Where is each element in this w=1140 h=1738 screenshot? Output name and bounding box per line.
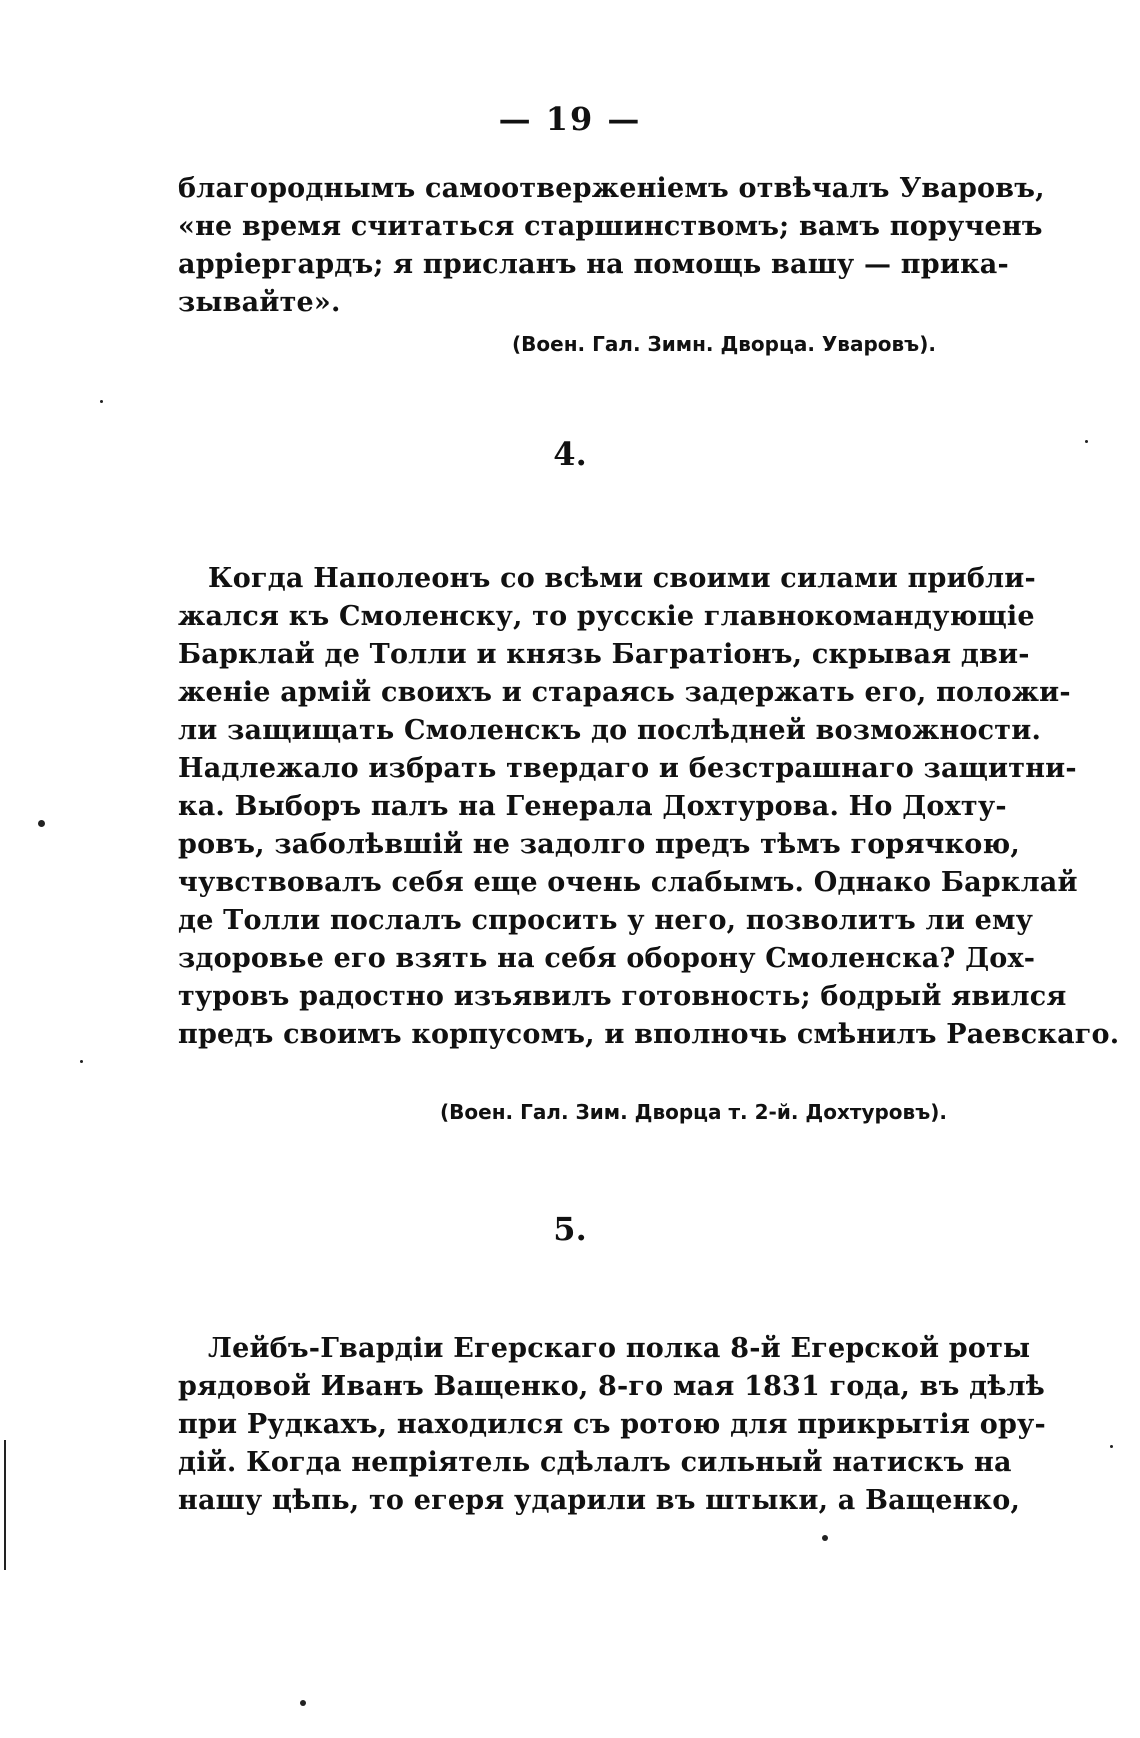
text-line: рядовой Иванъ Ващенко, 8-го мая 1831 года, въ дѣлѣ [178,1371,1045,1402]
text-line: жался къ Смоленску, то русскіе главнокомандующіе [178,601,1035,632]
text-line: ровъ, заболѣвшій не задолго предъ тѣмъ горячкою, [178,829,1020,860]
section-4-paragraph [178,560,1120,1054]
scan-speck [1085,440,1088,443]
text-line: Барклай де Толли и князь Багратіонъ, скрывая дви- [178,639,1030,670]
text-line: ли защищать Смоленскъ до послѣдней возможности. [178,715,1042,746]
section-number-5: 5. [553,1210,587,1248]
text-line: здоровье его взять на себя оборону Смоленска? Дох- [178,943,1036,974]
text-line: дій. Когда непріятель сдѣлалъ сильный натискъ на [178,1447,1012,1478]
scan-margin-line [4,1440,6,1570]
text-line: благороднымъ самоотверженіемъ отвѣчалъ Уваровъ, [178,173,1045,204]
section-5-paragraph [178,1330,1046,1520]
text-line: нашу цѣпь, то егеря ударили въ штыки, а Ващенко, [178,1485,1021,1516]
text-line: при Рудкахъ, находился съ ротою для прикрытія ору- [178,1409,1046,1440]
page-number: — 19 — [498,100,642,138]
scan-speck [1110,1445,1113,1448]
text-line: зывайте». [178,287,341,318]
text-line: де Толли послалъ спросить у него, позволитъ ли ему [178,905,1034,936]
text-line: «не время считаться старшинствомъ; вамъ порученъ [178,211,1043,242]
scan-speck [38,820,45,827]
scan-speck [100,400,103,403]
text-line: предъ своимъ корпусомъ, и вполночь смѣнилъ Раевскаго. [178,1019,1120,1050]
citation-uvarov: (Воен. Гал. Зимн. Дворца. Уваровъ). [512,332,936,356]
citation-dokhturov: (Воен. Гал. Зим. Дворца т. 2-й. Дохтуровъ). [440,1100,947,1124]
scan-speck [300,1700,306,1706]
text-line: чувствовалъ себя еще очень слабымъ. Однако Барклай [178,867,1078,898]
scan-speck [822,1535,828,1541]
intro-paragraph [178,170,1045,322]
text-line: Надлежало избрать твердаго и безстрашнаго защитни- [178,753,1077,784]
section-number-4: 4. [553,435,587,473]
text-line: Лейбъ-Гвардіи Егерскаго полка 8-й Егерской роты [208,1333,1031,1364]
text-line: ка. Выборъ палъ на Генерала Дохтурова. Но Дохту- [178,791,1007,822]
scan-speck [80,1060,83,1063]
text-line: арріергардъ; я присланъ на помощь вашу — прика- [178,249,1009,280]
text-line: туровъ радостно изъявилъ готовность; бодрый явился [178,981,1067,1012]
text-line: Когда Наполеонъ со всѣми своими силами прибли- [208,563,1036,594]
text-line: женіе армій своихъ и стараясь задержать его, положи- [178,677,1071,708]
